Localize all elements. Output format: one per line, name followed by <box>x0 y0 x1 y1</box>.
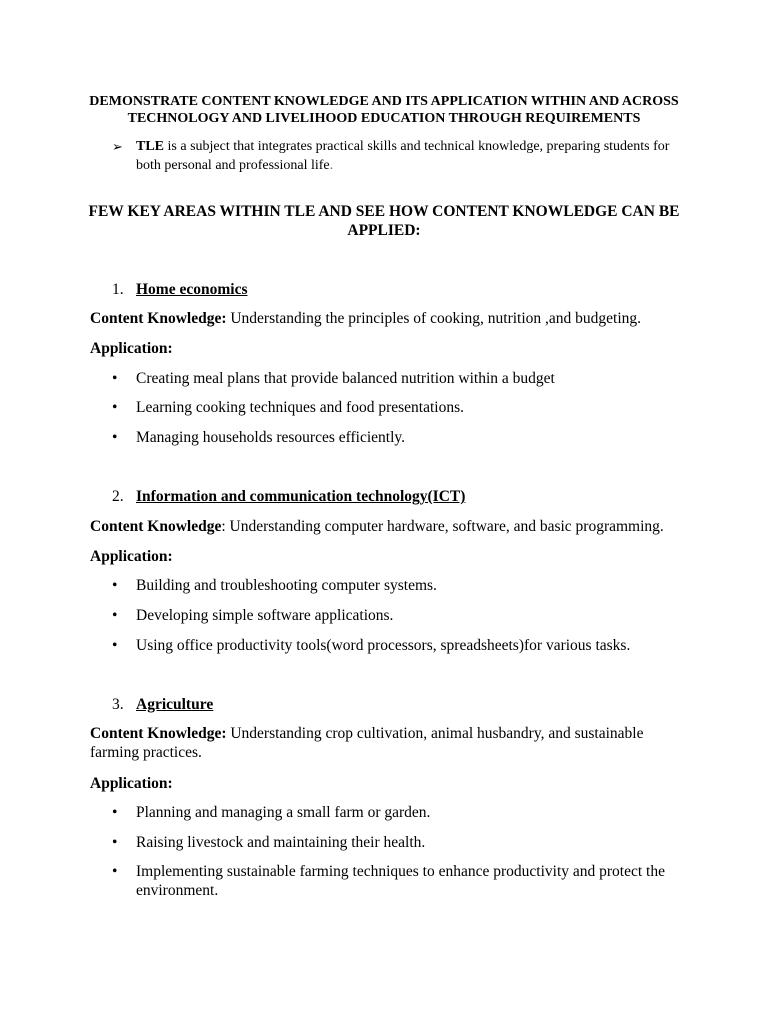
bullet-icon: • <box>112 370 118 387</box>
section-heading <box>112 280 247 299</box>
list-item: • Implementing sustainable farming techniques to enhance productivity and protect the environment. <box>112 863 665 899</box>
content-knowledge-text: Understanding crop cultivation, animal husbandry, and sustainable farming practices. <box>90 725 644 761</box>
content-knowledge <box>90 724 670 762</box>
list-item: • Planning and managing a small farm or garden. <box>112 804 431 821</box>
content-knowledge <box>90 517 670 536</box>
bullet-icon: • <box>112 429 118 446</box>
tle-intro <box>112 137 672 175</box>
arrow-bullet-icon: ➢ <box>112 139 123 154</box>
section-number: 1. <box>112 281 124 298</box>
document-title <box>80 93 688 127</box>
bullet-icon: • <box>112 607 118 624</box>
bullet-icon: • <box>112 577 118 594</box>
list-item: • Creating meal plans that provide balanced nutrition within a budget <box>112 370 555 387</box>
content-knowledge-text: : Understanding computer hardware, software, and basic programming. <box>221 518 664 535</box>
section-heading <box>112 695 213 714</box>
key-areas-subtitle: FEW KEY AREAS WITHIN TLE AND SEE HOW CONTENT KNOWLEDGE CAN BE APPLIED: <box>88 203 680 239</box>
section-number: 2. <box>112 488 124 505</box>
list-item: • Using office productivity tools(word processors, spreadsheets)for various tasks. <box>112 637 631 654</box>
application-label: Application: <box>90 340 173 357</box>
title-line-2: TECHNOLOGY AND LIVELIHOOD EDUCATION THROUGH REQUIREMENTS <box>127 111 641 126</box>
content-knowledge-label: Content Knowledge: <box>90 310 227 327</box>
application-label: Application: <box>90 775 173 792</box>
section-heading <box>112 487 465 506</box>
section-title: Information and communication technology(ICT) <box>136 488 466 505</box>
content-knowledge <box>90 309 670 328</box>
application-label: Application: <box>90 548 173 565</box>
list-item: • Managing households resources efficiently. <box>112 429 406 446</box>
content-knowledge-label: Content Knowledge <box>90 518 222 535</box>
section-title: Agriculture <box>136 696 214 713</box>
list-item: • Developing simple software applications. <box>112 607 394 624</box>
title-line-1: DEMONSTRATE CONTENT KNOWLEDGE AND ITS APPLICATION WITHIN AND ACROSS <box>89 94 679 109</box>
tle-period: . <box>329 158 334 173</box>
bullet-icon: • <box>112 804 118 821</box>
content-knowledge-text: Understanding the principles of cooking, nutrition ,and budgeting. <box>226 310 642 327</box>
section-title: Home economics <box>136 281 248 298</box>
list-item: • Building and troubleshooting computer systems. <box>112 577 437 594</box>
section-number: 3. <box>112 696 124 713</box>
bullet-icon: • <box>112 834 118 851</box>
list-item: • Learning cooking techniques and food presentations. <box>112 399 464 416</box>
content-knowledge-label: Content Knowledge: <box>90 725 227 742</box>
bullet-icon: • <box>112 637 118 654</box>
tle-term: TLE <box>136 139 165 154</box>
list-item: • Raising livestock and maintaining their health. <box>112 834 426 851</box>
tle-description: is a subject that integrates practical skills and technical knowledge, preparing students for both personal and professional life <box>136 139 670 173</box>
bullet-icon: • <box>112 863 118 880</box>
bullet-icon: • <box>112 399 118 416</box>
